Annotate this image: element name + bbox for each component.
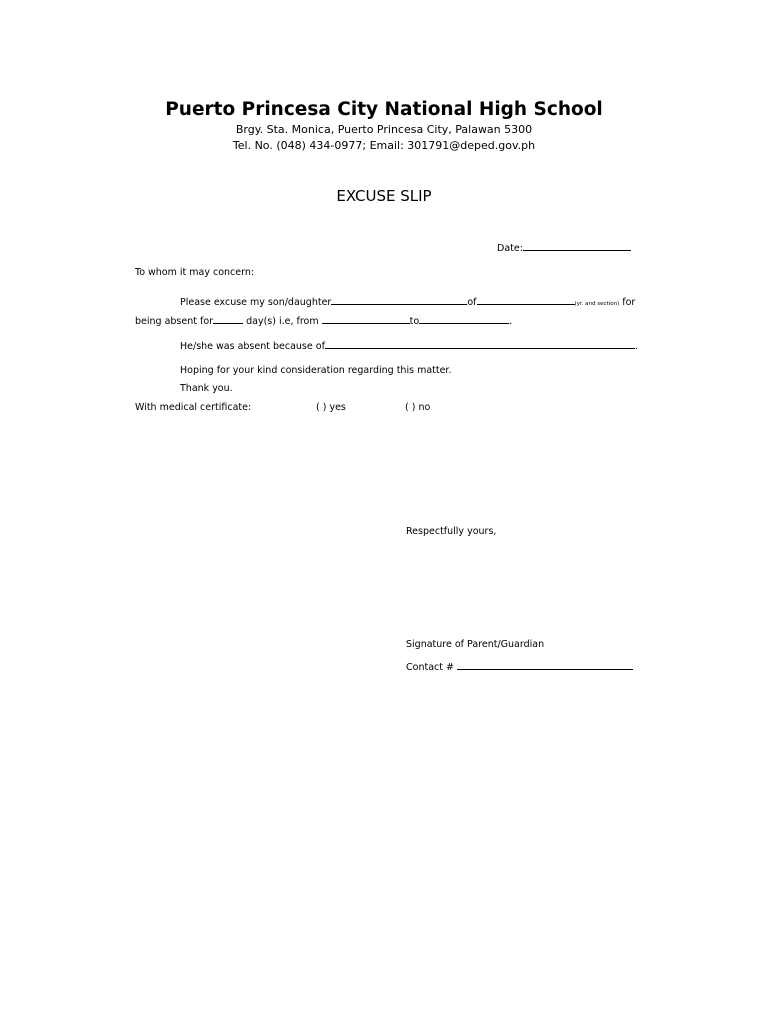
for-text: for: [622, 297, 636, 308]
contact-line: [457, 658, 633, 670]
section-line: [477, 294, 575, 305]
absent-for-text: being absent for: [135, 316, 214, 327]
signature-label: Signature of Parent/Guardian: [406, 639, 545, 650]
from-date-line: [322, 313, 410, 324]
reason-period: .: [634, 341, 638, 352]
thanks-text: Thank you.: [180, 383, 233, 394]
school-name: Puerto Princesa City National High School: [165, 99, 603, 120]
reason-row: [180, 338, 638, 352]
days-from-text: day(s) i.e, from: [246, 316, 319, 327]
date-row: [497, 240, 631, 254]
line2-period: .: [509, 316, 513, 327]
to-text: to: [409, 316, 420, 327]
medical-certificate-label: With medical certificate:: [135, 402, 252, 413]
contact-label: Contact #: [406, 662, 454, 673]
closing-text: Respectfully yours,: [406, 526, 497, 537]
contact-row: [406, 658, 633, 673]
paragraph-line-2: [135, 313, 512, 327]
reason-label: He/she was absent because of: [180, 341, 325, 352]
option-yes: ( ) yes: [316, 402, 346, 413]
date-label: Date:: [497, 243, 523, 254]
section-note: (yr. and section): [574, 301, 620, 307]
school-address: Brgy. Sta. Monica, Puerto Princesa City, Palawan 5300: [235, 123, 533, 136]
school-contact: Tel. No. (048) 434-0977; Email: 301791@deped.gov.ph: [232, 139, 536, 152]
reason-line: [325, 338, 635, 349]
of-text: of: [467, 297, 477, 308]
document-title: EXCUSE SLIP: [336, 187, 432, 205]
student-name-line: [331, 294, 467, 305]
option-no: ( ) no: [405, 402, 431, 413]
hoping-text: Hoping for your kind consideration regarding this matter.: [180, 365, 452, 376]
paragraph-line-1: [180, 294, 635, 308]
date-field-line: [523, 240, 631, 251]
salutation: To whom it may concern:: [135, 267, 255, 278]
excuse-text: Please excuse my son/daughter: [180, 297, 332, 308]
to-date-line: [419, 313, 509, 324]
days-line: [213, 313, 243, 324]
